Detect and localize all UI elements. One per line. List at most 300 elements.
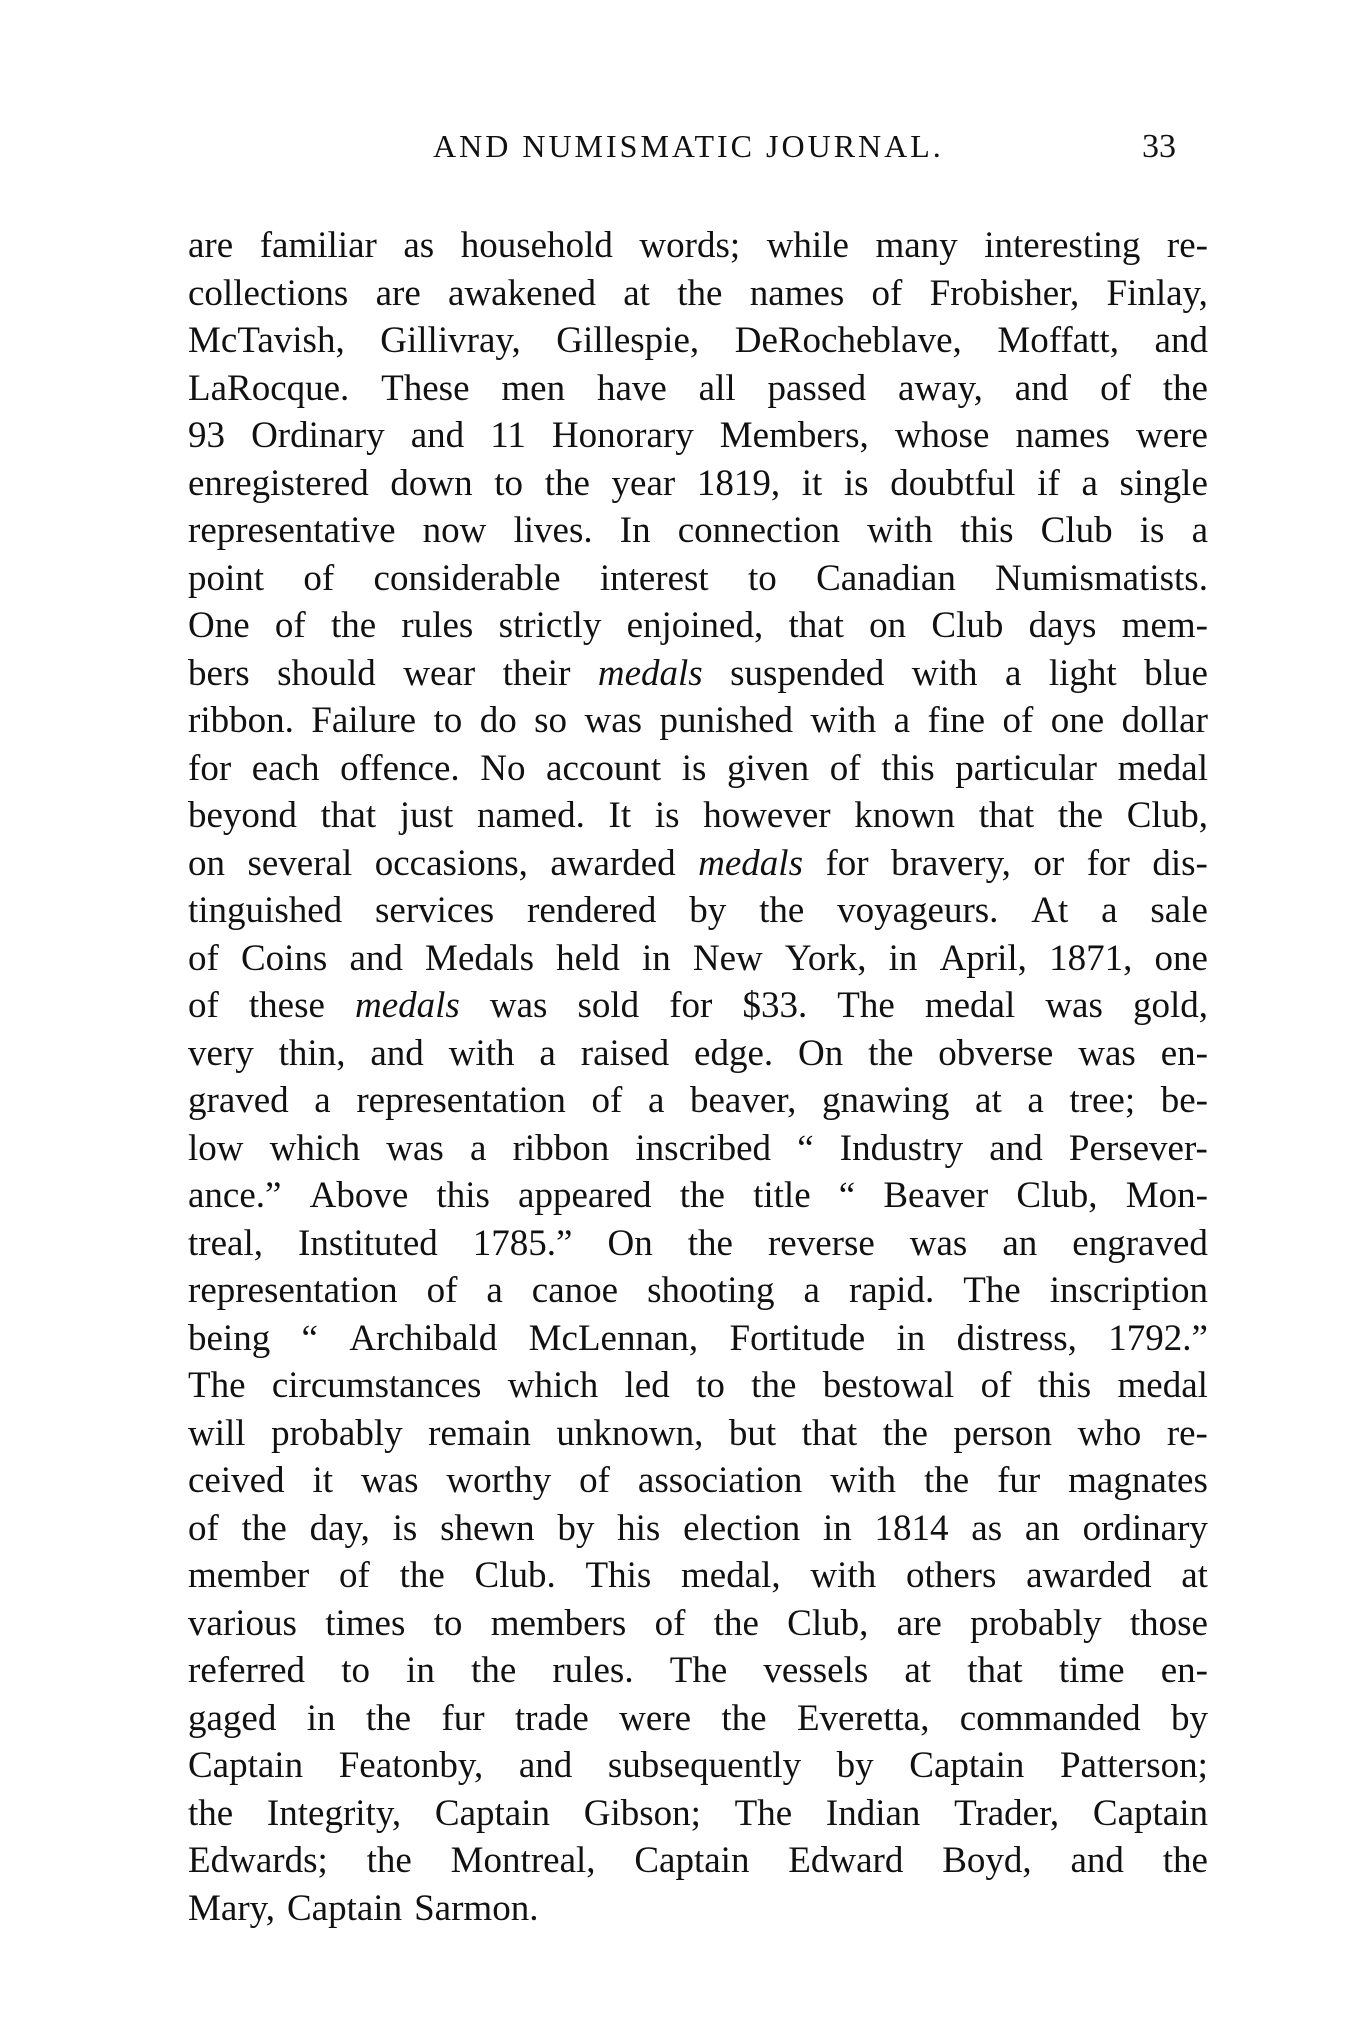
word: McTavish,: [188, 320, 345, 361]
text-line: [188, 650, 1208, 698]
word: who: [1077, 1412, 1142, 1454]
word: it: [312, 1460, 334, 1501]
word: now: [422, 510, 487, 551]
word: Fortitude: [729, 1317, 866, 1359]
text-line: [188, 1362, 1208, 1410]
word: for: [669, 985, 713, 1026]
word: a: [803, 1270, 820, 1311]
word: of: [188, 985, 219, 1026]
word: This: [585, 1555, 652, 1596]
word: a: [1027, 1080, 1044, 1121]
word: that: [978, 795, 1035, 836]
word: considerable: [373, 557, 561, 599]
word: passed: [767, 367, 867, 409]
text-line: [188, 1552, 1208, 1600]
word: the: [687, 1222, 733, 1264]
text-line: [188, 460, 1208, 508]
word: and: [989, 1127, 1043, 1169]
word: Gillivray,: [380, 320, 521, 361]
word: however: [703, 795, 831, 836]
word: the: [366, 1840, 412, 1881]
word: Beaver: [883, 1175, 989, 1216]
word: of: [188, 937, 219, 979]
word: the: [365, 1697, 412, 1739]
word: Honorary: [551, 415, 694, 456]
text-line: [188, 365, 1208, 413]
word: sale: [1150, 890, 1208, 931]
word: Numismatists.: [995, 557, 1208, 599]
word: enjoined,: [626, 605, 764, 646]
word: of: [980, 1365, 1012, 1406]
word: each: [251, 747, 320, 789]
word: a: [1004, 652, 1022, 694]
word: bers: [188, 652, 250, 694]
word: It: [608, 795, 632, 836]
word: a: [539, 1032, 556, 1074]
word: the: [759, 890, 805, 931]
word: by: [557, 1507, 595, 1549]
word: No: [480, 747, 526, 789]
word: York,: [784, 937, 867, 979]
word: 1819,: [696, 462, 781, 504]
word: tree;: [1069, 1080, 1136, 1121]
word: or: [1033, 842, 1065, 884]
word: the: [188, 1792, 234, 1834]
word: DeRocheblave,: [734, 320, 962, 361]
word: Gillespie,: [556, 320, 700, 361]
word: others: [905, 1555, 997, 1596]
word: days: [1028, 605, 1097, 646]
word: representative: [188, 510, 396, 551]
word: probably: [271, 1412, 403, 1454]
word: of: [1100, 367, 1131, 409]
word: household: [460, 225, 613, 266]
word: held: [556, 937, 620, 979]
word: of: [654, 1602, 686, 1644]
word: Industry: [839, 1127, 964, 1169]
word: was: [386, 1127, 444, 1169]
text-line: [188, 1315, 1208, 1363]
word: the: [868, 1032, 914, 1074]
word: Persever-: [1068, 1127, 1208, 1169]
word: on: [188, 842, 225, 884]
word: subsequently: [607, 1745, 802, 1786]
word: The: [188, 1365, 246, 1406]
word: referred: [188, 1650, 306, 1691]
word: medal: [924, 985, 1016, 1026]
word: in: [641, 937, 671, 979]
word: words;: [639, 225, 741, 266]
word: awarded: [1026, 1555, 1152, 1596]
text-line: [188, 270, 1208, 318]
word: re-: [1166, 1412, 1208, 1454]
word: tinguished: [188, 890, 343, 931]
word: was: [360, 1460, 419, 1501]
word: medal: [1117, 747, 1208, 789]
word: day,: [309, 1507, 370, 1549]
text-line: [188, 1220, 1208, 1268]
word: lives.: [513, 510, 593, 551]
word: gold,: [1132, 985, 1208, 1026]
word: to: [494, 462, 524, 504]
word: single: [1119, 462, 1208, 504]
word: with: [830, 1460, 897, 1501]
word: mem-: [1121, 605, 1208, 646]
word: remain: [428, 1412, 531, 1454]
word: to: [433, 700, 463, 741]
word: April,: [939, 937, 1027, 979]
word: just: [399, 795, 454, 836]
word: year: [611, 462, 676, 504]
word: Captain: [634, 1840, 750, 1881]
word: various: [188, 1602, 297, 1644]
word: ordinary: [1082, 1507, 1208, 1549]
word: at: [623, 272, 650, 314]
word: Trader,: [954, 1792, 1060, 1834]
word: engraved: [1072, 1222, 1208, 1264]
word: unknown,: [556, 1412, 704, 1454]
text-line: [188, 982, 1208, 1030]
word: Coins: [240, 937, 328, 979]
text-line: [188, 317, 1208, 365]
word: the: [721, 1697, 767, 1739]
word: and: [349, 937, 403, 979]
word: light: [1048, 652, 1117, 694]
word: connection: [677, 510, 841, 551]
word: to: [748, 557, 777, 599]
word: was: [489, 985, 548, 1026]
text-line: [188, 1030, 1208, 1078]
text-line: [188, 887, 1208, 935]
word: will: [188, 1412, 246, 1454]
word: by: [836, 1745, 874, 1786]
word: appeared: [518, 1175, 652, 1216]
word: canoe: [531, 1270, 619, 1311]
word: led: [624, 1365, 670, 1406]
word: rules.: [552, 1650, 634, 1691]
word: are: [896, 1602, 942, 1644]
word: were: [1136, 415, 1208, 456]
word: commanded: [959, 1697, 1141, 1739]
word: election: [683, 1507, 801, 1549]
word: that: [320, 795, 377, 836]
word: was: [1078, 1032, 1136, 1074]
word: many: [875, 225, 958, 266]
word: vessels: [763, 1650, 869, 1691]
word: Edward: [788, 1840, 904, 1881]
word: if: [1037, 462, 1060, 504]
word: Gibson;: [583, 1792, 701, 1834]
text-line: [188, 555, 1208, 603]
text-line: [188, 697, 1208, 745]
word: point: [188, 557, 265, 599]
word: are: [375, 272, 421, 314]
word: suspended: [730, 652, 885, 694]
word: these: [248, 985, 325, 1026]
word: a: [470, 1127, 487, 1169]
word: that: [801, 1412, 858, 1454]
word: for: [1086, 842, 1130, 884]
word: down: [390, 462, 473, 504]
text-line: [188, 1077, 1208, 1125]
word: the: [882, 1412, 928, 1454]
word: Moffatt,: [997, 320, 1119, 361]
word: an: [1024, 1507, 1060, 1549]
word: Medals: [425, 937, 534, 979]
word: known: [854, 795, 955, 836]
word: the: [677, 272, 723, 314]
word: a: [647, 1080, 665, 1121]
word: “: [797, 1127, 814, 1169]
word: medal: [1117, 1365, 1208, 1406]
word: beyond: [188, 795, 297, 836]
word: low: [188, 1127, 244, 1169]
word: have: [596, 367, 667, 409]
word: Canadian: [816, 557, 956, 599]
word: occasions,: [374, 842, 528, 884]
word: the: [330, 605, 377, 646]
word: is: [654, 795, 680, 836]
word: fur: [997, 1460, 1041, 1501]
word: Club,: [787, 1602, 869, 1644]
word: Boyd,: [942, 1840, 1032, 1881]
word: These: [381, 367, 470, 409]
word: of: [338, 1555, 370, 1596]
word: Edwards;: [188, 1840, 328, 1881]
word: and: [370, 1032, 424, 1074]
word: but: [728, 1412, 777, 1454]
word: should: [277, 652, 376, 694]
word: the: [923, 1460, 970, 1501]
word: at: [975, 1080, 1002, 1121]
word: all: [698, 367, 736, 409]
text-line: [188, 1790, 1208, 1838]
word: 1814: [874, 1507, 949, 1549]
word: dis-: [1152, 842, 1208, 884]
page-number: 33: [1142, 128, 1176, 165]
word: one: [1050, 700, 1105, 741]
word: it: [801, 462, 823, 504]
word: on: [869, 605, 907, 646]
word: be-: [1160, 1080, 1208, 1121]
word: named.: [476, 795, 585, 836]
word: wear: [403, 652, 476, 694]
word: to: [696, 1365, 725, 1406]
word: rules: [401, 605, 474, 646]
word: his: [617, 1507, 661, 1549]
word: are: [188, 225, 234, 266]
word: members: [490, 1602, 627, 1644]
word: shooting: [647, 1270, 775, 1311]
word: On: [798, 1032, 844, 1074]
word: fur: [441, 1697, 485, 1739]
word: ance.”: [188, 1175, 282, 1216]
word: the: [471, 1650, 517, 1691]
word: this: [1037, 1365, 1092, 1406]
body-text: [188, 222, 1208, 1932]
word: with: [810, 700, 877, 741]
text-line: [188, 602, 1208, 650]
word: Ordinary: [251, 415, 385, 456]
word: a: [486, 1270, 503, 1311]
word: this: [960, 510, 1014, 551]
word: at: [904, 1650, 932, 1691]
word: of: [1002, 700, 1034, 741]
text-line: [188, 1695, 1208, 1743]
word: sold: [577, 985, 640, 1026]
word: a: [1081, 462, 1098, 504]
word: Frobisher,: [929, 272, 1080, 314]
word: in: [888, 937, 918, 979]
word: “: [301, 1317, 318, 1359]
word: a: [1101, 890, 1118, 931]
text-line: [188, 1410, 1208, 1458]
word: ceived: [188, 1460, 285, 1501]
word: raised: [580, 1032, 670, 1074]
word: of: [591, 1080, 623, 1121]
word: the: [1162, 1840, 1208, 1881]
word: fine: [927, 700, 986, 741]
word: $33.: [742, 985, 808, 1026]
word: their: [502, 652, 571, 694]
text-line: [188, 1600, 1208, 1648]
word: medal,: [681, 1555, 781, 1596]
word: whose: [894, 415, 990, 456]
word: voyageurs.: [837, 890, 999, 931]
word: to: [341, 1650, 370, 1691]
text-line: [188, 840, 1208, 888]
text-line: [188, 1457, 1208, 1505]
word: gaged: [188, 1697, 277, 1739]
word: trade: [514, 1697, 589, 1739]
word: Patterson;: [1059, 1745, 1208, 1786]
word: 1792.”: [1108, 1317, 1208, 1359]
word: with: [911, 652, 978, 694]
word: the: [1057, 795, 1104, 836]
word: treal,: [188, 1222, 263, 1264]
word: Archibald: [349, 1317, 498, 1359]
word: thin,: [278, 1032, 346, 1074]
word: enregistered: [188, 462, 369, 504]
word: for: [188, 747, 232, 789]
word: Failure: [311, 700, 417, 741]
word: with: [448, 1032, 515, 1074]
word: those: [1129, 1602, 1208, 1644]
word: 1871,: [1049, 937, 1133, 979]
word: of: [426, 1270, 458, 1311]
word: 11: [490, 415, 526, 456]
word: “: [838, 1175, 856, 1216]
word: account: [546, 747, 662, 789]
word: is: [681, 747, 707, 789]
word: Club: [931, 605, 1004, 646]
word: ribbon: [512, 1127, 610, 1169]
text-line: [188, 507, 1208, 555]
word: collections: [188, 272, 349, 314]
text-line: [188, 1742, 1208, 1790]
word: is: [392, 1507, 418, 1549]
word: LaRocque.: [188, 367, 350, 409]
word: this: [436, 1175, 490, 1216]
word: Club,: [1016, 1175, 1098, 1216]
word: with: [810, 1555, 877, 1596]
word: distress,: [956, 1317, 1077, 1359]
word: is: [1139, 510, 1165, 551]
text-line: [188, 1172, 1208, 1220]
word: magnates: [1068, 1460, 1208, 1501]
text-line: [188, 1267, 1208, 1315]
word: of: [579, 1460, 610, 1501]
word: probably: [970, 1602, 1102, 1644]
word: awarded: [550, 842, 676, 884]
word: services: [375, 890, 495, 931]
word: Sarmon.: [414, 1887, 539, 1929]
word: and: [518, 1745, 573, 1786]
word: by: [1170, 1697, 1208, 1739]
word: to: [433, 1602, 463, 1644]
word: Captain: [1092, 1792, 1208, 1834]
word: inscription: [1049, 1270, 1208, 1311]
word: Indian: [825, 1792, 921, 1834]
word: men: [501, 367, 566, 409]
word: familiar: [259, 225, 377, 266]
word: dollar: [1121, 700, 1208, 741]
word: 93: [188, 415, 225, 456]
word: doubtful: [890, 462, 1016, 504]
word: several: [247, 842, 353, 884]
word: interesting: [984, 225, 1141, 266]
word: as: [403, 225, 435, 266]
word: ribbon.: [188, 700, 294, 741]
word: One: [188, 605, 250, 646]
word: an: [1002, 1222, 1038, 1264]
word: The: [669, 1650, 728, 1691]
word: Captain: [188, 1745, 304, 1786]
word: en-: [1160, 1032, 1208, 1074]
word: At: [1031, 890, 1069, 931]
word: being: [188, 1317, 271, 1359]
word: Instituted: [298, 1222, 438, 1264]
word: Captain: [287, 1887, 403, 1929]
word: the: [1162, 367, 1208, 409]
word: in: [822, 1507, 852, 1549]
word: so: [534, 700, 568, 741]
word: worthy: [446, 1460, 552, 1501]
word: particular: [955, 747, 1097, 789]
word: medals: [354, 985, 460, 1026]
word: Integrity,: [266, 1792, 402, 1834]
word: and: [1154, 320, 1208, 361]
text-line: [188, 1125, 1208, 1173]
word: times: [325, 1602, 406, 1644]
word: while: [766, 225, 849, 266]
word: the: [399, 1555, 445, 1596]
word: very: [188, 1032, 254, 1074]
word: a: [314, 1080, 331, 1121]
word: names: [749, 272, 845, 314]
word: for: [825, 842, 869, 884]
word: Club,: [1126, 795, 1208, 836]
word: Montreal,: [450, 1840, 596, 1881]
word: bestowal: [822, 1365, 955, 1406]
word: interest: [599, 557, 709, 599]
word: Club.: [474, 1555, 556, 1596]
word: which: [507, 1365, 599, 1406]
word: was: [909, 1222, 968, 1264]
text-line: [188, 222, 1208, 270]
word: that: [967, 1650, 1023, 1691]
word: rendered: [527, 890, 657, 931]
